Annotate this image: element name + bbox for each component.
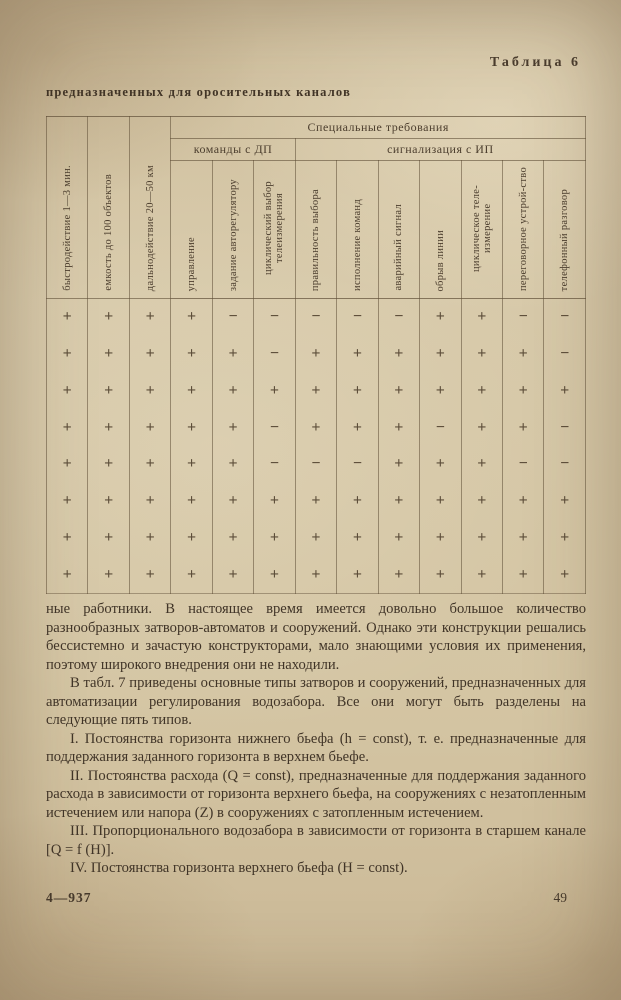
value-cell: + [295, 409, 336, 446]
page-number: 49 [553, 890, 567, 905]
value-cell: + [88, 519, 129, 556]
value-cell: + [129, 409, 170, 446]
value-cell: + [461, 336, 502, 373]
value-cell: + [420, 299, 461, 336]
table-row [47, 336, 586, 373]
value-cell: − [254, 299, 295, 336]
value-cell: + [420, 446, 461, 483]
value-cell: + [461, 519, 502, 556]
value-cell: + [502, 373, 543, 410]
value-cell: − [544, 446, 586, 483]
value-cell: + [420, 373, 461, 410]
value-cell: + [129, 519, 170, 556]
value-cell: − [337, 446, 378, 483]
column-header: управление [171, 161, 212, 299]
value-cell: + [212, 519, 253, 556]
value-cell: + [129, 556, 170, 593]
value-cell: + [171, 556, 212, 593]
column-header: исполнение команд [337, 161, 378, 299]
value-cell: − [254, 446, 295, 483]
value-cell: − [420, 409, 461, 446]
value-cell: + [47, 483, 88, 520]
value-cell: + [212, 446, 253, 483]
value-cell: + [544, 373, 586, 410]
value-cell: + [502, 336, 543, 373]
requirements-table [46, 116, 586, 594]
value-cell: + [378, 409, 419, 446]
value-cell: + [47, 409, 88, 446]
column-header: правильность выбора [295, 161, 336, 299]
value-cell: + [171, 446, 212, 483]
value-cell: + [295, 373, 336, 410]
table-row [47, 299, 586, 336]
value-cell: + [378, 519, 419, 556]
column-header: телефонный разговор [544, 161, 586, 299]
value-cell: + [212, 483, 253, 520]
value-cell: + [171, 409, 212, 446]
value-cell: + [337, 519, 378, 556]
value-cell: + [378, 483, 419, 520]
body-text [46, 600, 586, 878]
value-cell: + [88, 373, 129, 410]
column-header: дальнодействие 20—50 км [129, 117, 170, 299]
value-cell: − [378, 299, 419, 336]
table-row [47, 483, 586, 520]
value-cell: + [129, 299, 170, 336]
value-cell: + [47, 373, 88, 410]
value-cell: − [295, 299, 336, 336]
paragraph: IV. Постоянства горизонта верхнего бьефа (H = const). [70, 860, 408, 877]
group-header-commands: команды с ДП [171, 139, 295, 161]
value-cell: + [212, 373, 253, 410]
value-cell: + [461, 556, 502, 593]
value-cell: − [212, 299, 253, 336]
column-header: быстродействие 1—3 мин. [47, 117, 88, 299]
value-cell: + [171, 373, 212, 410]
value-cell: + [420, 483, 461, 520]
value-cell: + [47, 556, 88, 593]
value-cell: + [461, 483, 502, 520]
value-cell: + [129, 483, 170, 520]
table-top-header: Специальные требования [171, 117, 586, 139]
value-cell: + [378, 336, 419, 373]
table-caption: Таблица 6 [489, 55, 581, 70]
value-cell: + [295, 483, 336, 520]
value-cell: + [461, 446, 502, 483]
value-cell: + [378, 446, 419, 483]
table-row [47, 519, 586, 556]
value-cell: + [502, 519, 543, 556]
value-cell: + [47, 446, 88, 483]
table-row [47, 556, 586, 593]
table-row [47, 446, 586, 483]
value-cell: + [502, 483, 543, 520]
value-cell: + [212, 556, 253, 593]
value-cell: + [461, 409, 502, 446]
value-cell: − [295, 446, 336, 483]
value-cell: + [88, 556, 129, 593]
value-cell: + [461, 299, 502, 336]
value-cell: + [378, 556, 419, 593]
value-cell: + [337, 409, 378, 446]
value-cell: + [47, 519, 88, 556]
value-cell: + [544, 556, 586, 593]
value-cell: + [295, 336, 336, 373]
table-row [47, 409, 586, 446]
value-cell: + [420, 556, 461, 593]
value-cell: + [337, 483, 378, 520]
value-cell: + [378, 373, 419, 410]
column-header: задание авторегулятору [212, 161, 253, 299]
value-cell: + [171, 336, 212, 373]
value-cell: + [254, 519, 295, 556]
value-cell: + [295, 519, 336, 556]
value-cell: − [544, 409, 586, 446]
value-cell: + [212, 409, 253, 446]
paragraph: ные работники. В настоящее время имеется довольно большое количество разнообразных затворов-автоматов и сооружений. Однако эти конструкции решались бессистемно и зачастую конструкторами, мало знающими условия их применения, поэтому широкого внедрения они не находили. [46, 601, 586, 673]
value-cell: + [88, 299, 129, 336]
value-cell: − [502, 446, 543, 483]
value-cell: + [212, 336, 253, 373]
column-header: циклическое теле-измерение [461, 161, 502, 299]
paragraph: I. Постоянства горизонта нижнего бьефа (h = const), т. е. предназначенные для поддержания заданного горизонта в верхнем бьефе. [46, 730, 586, 766]
value-cell: + [544, 519, 586, 556]
value-cell: + [129, 336, 170, 373]
value-cell: + [47, 336, 88, 373]
page-heading: предназначенных для оросительных каналов [46, 85, 352, 99]
value-cell: + [254, 556, 295, 593]
column-header: аварийный сигнал [378, 161, 419, 299]
table-body [47, 299, 586, 594]
value-cell: + [171, 519, 212, 556]
value-cell: − [544, 299, 586, 336]
value-cell: + [129, 373, 170, 410]
value-cell: + [254, 373, 295, 410]
value-cell: + [544, 483, 586, 520]
table-row [47, 373, 586, 410]
value-cell: + [47, 299, 88, 336]
paragraph: II. Постоянства расхода (Q = const), предназначенные для поддержания заданного расхода в зависимости от горизонта верхнего бьефа, на сооружениях с незатопленным истечением или напора (Z) в сооружениях с затопленным истечением. [46, 767, 586, 821]
value-cell: − [502, 299, 543, 336]
value-cell: + [88, 446, 129, 483]
value-cell: − [254, 336, 295, 373]
group-header-signals: сигнализация с ИП [295, 139, 585, 161]
value-cell: + [171, 483, 212, 520]
value-cell: + [171, 299, 212, 336]
paragraph: III. Пропорционального водозабора в зависимости от горизонта в старшем канале [Q = f (H)]. [46, 823, 586, 858]
column-header: обрыв линии [420, 161, 461, 299]
value-cell: + [88, 336, 129, 373]
value-cell: + [420, 336, 461, 373]
value-cell: + [461, 373, 502, 410]
value-cell: + [502, 556, 543, 593]
value-cell: + [337, 336, 378, 373]
column-header: емкость до 100 объектов [88, 117, 129, 299]
value-cell: + [88, 409, 129, 446]
value-cell: + [420, 519, 461, 556]
paragraph: В табл. 7 приведены основные типы затворов и сооружений, предназначенных для автоматизации регулирования водозабора. Все они могут быть разделены на следующие пять типов. [46, 675, 586, 729]
value-cell: + [88, 483, 129, 520]
value-cell: − [254, 409, 295, 446]
value-cell: + [254, 483, 295, 520]
value-cell: + [337, 373, 378, 410]
value-cell: + [502, 409, 543, 446]
column-header: переговорное устрой-ство [502, 161, 543, 299]
column-header: циклический выбор телеизмерения [254, 161, 295, 299]
value-cell: − [544, 336, 586, 373]
value-cell: + [129, 446, 170, 483]
value-cell: + [337, 556, 378, 593]
print-run-mark: 4—937 [46, 890, 92, 905]
value-cell: + [295, 556, 336, 593]
value-cell: − [337, 299, 378, 336]
